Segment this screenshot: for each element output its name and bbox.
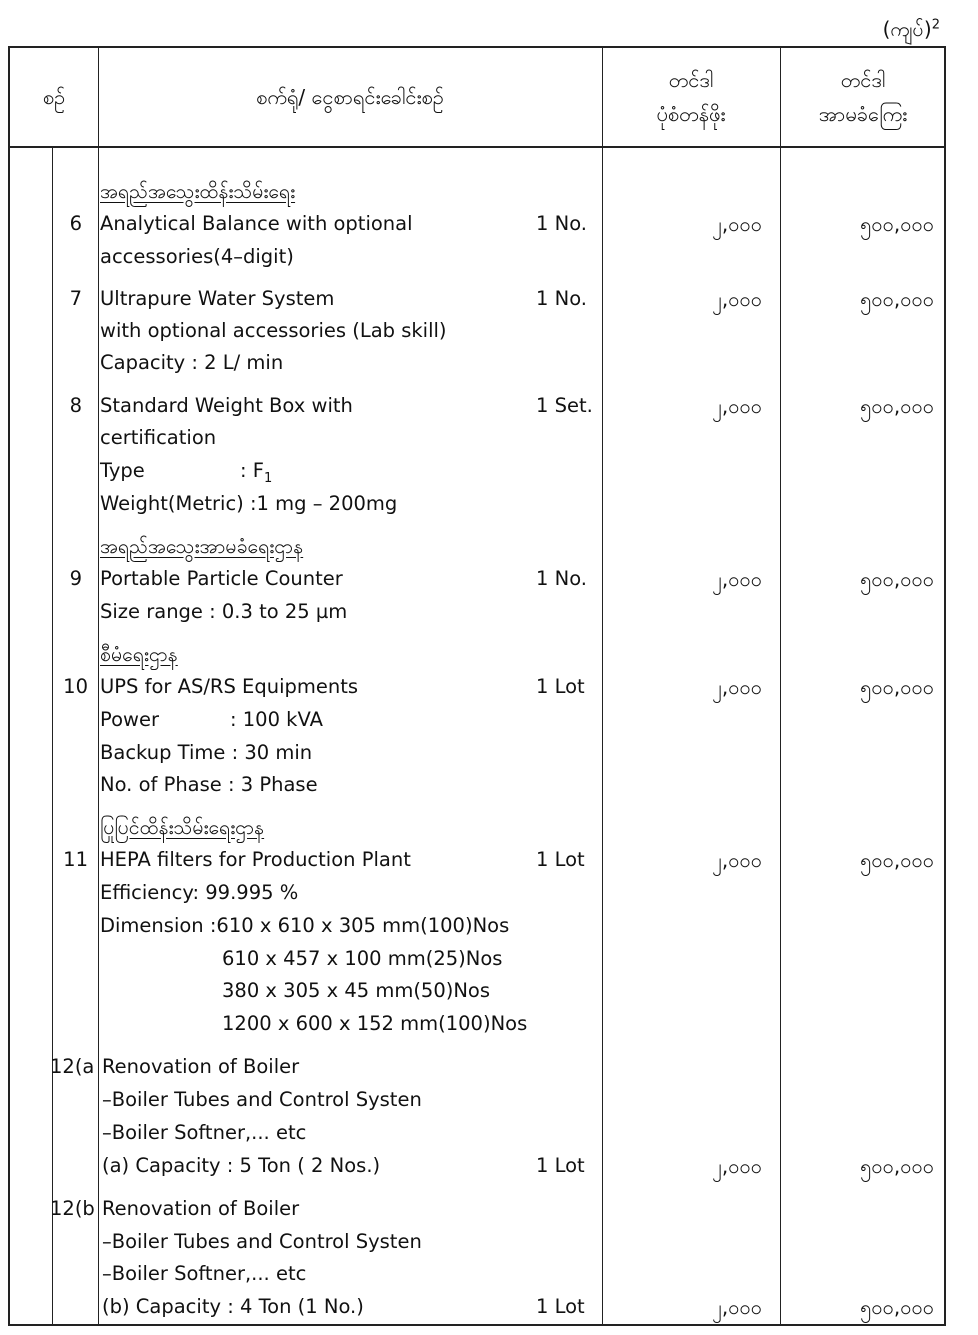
- row-number: 8: [69, 394, 82, 417]
- unit-cost: ၂,၀၀၀: [712, 567, 762, 591]
- item-line: Analytical Balance with optional: [100, 212, 413, 235]
- item-line: Weight(Metric) :1 mg – 200mg: [100, 492, 398, 515]
- quantity: 1 Lot: [536, 675, 585, 698]
- item-line: 380 x 305 x 45 mm(50)Nos: [222, 979, 491, 1002]
- unit-cost: ၂,၀၀၀: [712, 675, 762, 699]
- quantity: 1 No.: [536, 287, 587, 310]
- quantity: 1 Set.: [536, 394, 593, 417]
- section-heading: အရည်အသွေးထိန်းသိမ်းရေး: [100, 180, 296, 203]
- quantity: 1 Lot: [536, 848, 585, 871]
- item-line: with optional accessories (Lab skill): [100, 319, 447, 342]
- total-amount: ၅၀၀,၀၀၀: [860, 212, 934, 236]
- item-line: Type: [100, 459, 145, 482]
- row-number: 10: [63, 675, 88, 698]
- quantity: 1 No.: [536, 212, 587, 235]
- unit-cost: ၂,၀၀၀: [712, 212, 762, 236]
- item-line: Ultrapure Water System: [100, 287, 335, 310]
- column-divider: [52, 148, 53, 1324]
- header-total: တင်ဒါ အာမခံကြေး: [818, 68, 908, 126]
- item-line: –Boiler Softner,... etc: [102, 1121, 307, 1144]
- item-line: accessories(4–digit): [100, 245, 294, 268]
- item-line: UPS for AS/RS Equipments: [100, 675, 359, 698]
- item-line: Portable Particle Counter: [100, 567, 343, 590]
- item-line: No. of Phase : 3 Phase: [100, 773, 318, 796]
- unit-cost: ၂,၀၀၀: [712, 1295, 762, 1319]
- item-line: HEPA filters for Production Plant: [100, 848, 411, 871]
- total-amount: ၅၀၀,၀၀၀: [860, 1154, 934, 1178]
- row-number: 7: [69, 287, 82, 310]
- total-amount: ၅၀၀,၀၀၀: [860, 848, 934, 872]
- item-line: (b) Capacity : 4 Ton (1 No.): [102, 1295, 364, 1318]
- unit-cost: ၂,၀၀၀: [712, 287, 762, 311]
- item-line: Renovation of Boiler: [102, 1055, 300, 1078]
- header-no: စဉ်: [42, 85, 66, 109]
- item-line: Renovation of Boiler: [102, 1197, 300, 1220]
- column-divider: [602, 48, 603, 1324]
- item-line: (a) Capacity : 5 Ton ( 2 Nos.): [102, 1154, 381, 1177]
- item-line: Backup Time : 30 min: [100, 741, 313, 764]
- column-divider: [780, 48, 781, 1324]
- total-amount: ၅၀၀,၀၀၀: [860, 1295, 934, 1319]
- quantity: 1 Lot: [536, 1295, 585, 1318]
- item-line: Efficiency: 99.995 %: [100, 881, 299, 904]
- section-heading: ပြုပြင်ထိန်းသိမ်းရေးဌာန: [100, 816, 265, 839]
- row-number: 6: [69, 212, 82, 235]
- item-line: Power: [100, 708, 159, 731]
- item-line: Standard Weight Box with: [100, 394, 353, 417]
- item-line: Size range : 0.3 to 25 µm: [100, 600, 348, 623]
- page-label: (ကျပ်)$^2$: [882, 17, 940, 41]
- row-number: 9: [69, 567, 82, 590]
- quantity: 1 Lot: [536, 1154, 585, 1177]
- unit-cost: ၂,၀၀၀: [712, 1154, 762, 1178]
- section-heading: စီမံရေးဌာန: [100, 643, 178, 666]
- item-line: –Boiler Tubes and Control Systen: [102, 1230, 422, 1253]
- total-amount: ၅၀၀,၀၀၀: [860, 675, 934, 699]
- unit-cost: ၂,၀၀၀: [712, 848, 762, 872]
- item-line: –Boiler Tubes and Control Systen: [102, 1088, 422, 1111]
- total-amount: ၅၀၀,၀၀၀: [860, 394, 934, 418]
- item-line: certification: [100, 426, 217, 449]
- header-item: စက်ရုံ/ ငွေစာရင်းခေါင်းစဉ်: [256, 85, 444, 109]
- item-line: Capacity : 2 L/ min: [100, 351, 284, 374]
- unit-cost: ၂,၀၀၀: [712, 394, 762, 418]
- section-heading: အရည်အသွေးအာမခံရေးဌာန: [100, 535, 304, 558]
- header-unit-cost: တင်ဒါ ပုံစံတန်ဖိုး: [656, 68, 726, 126]
- total-amount: ၅၀၀,၀၀၀: [860, 567, 934, 591]
- column-divider: [98, 48, 99, 1324]
- header-divider: [10, 146, 944, 148]
- row-number: 12(a: [50, 1055, 95, 1078]
- total-amount: ၅၀၀,၀၀၀: [860, 287, 934, 311]
- item-line: –Boiler Softner,... etc: [102, 1262, 307, 1285]
- item-line: Dimension :610 x 610 x 305 mm(100)Nos: [100, 914, 510, 937]
- item-line: 610 x 457 x 100 mm(25)Nos: [222, 947, 503, 970]
- quantity: 1 No.: [536, 567, 587, 590]
- item-line: : $F_1$: [240, 459, 273, 486]
- item-line: 1200 x 600 x 152 mm(100)Nos: [222, 1012, 528, 1035]
- row-number: 11: [63, 848, 88, 871]
- row-number: 12(b: [50, 1197, 95, 1220]
- item-line: : 100 kVA: [230, 708, 323, 731]
